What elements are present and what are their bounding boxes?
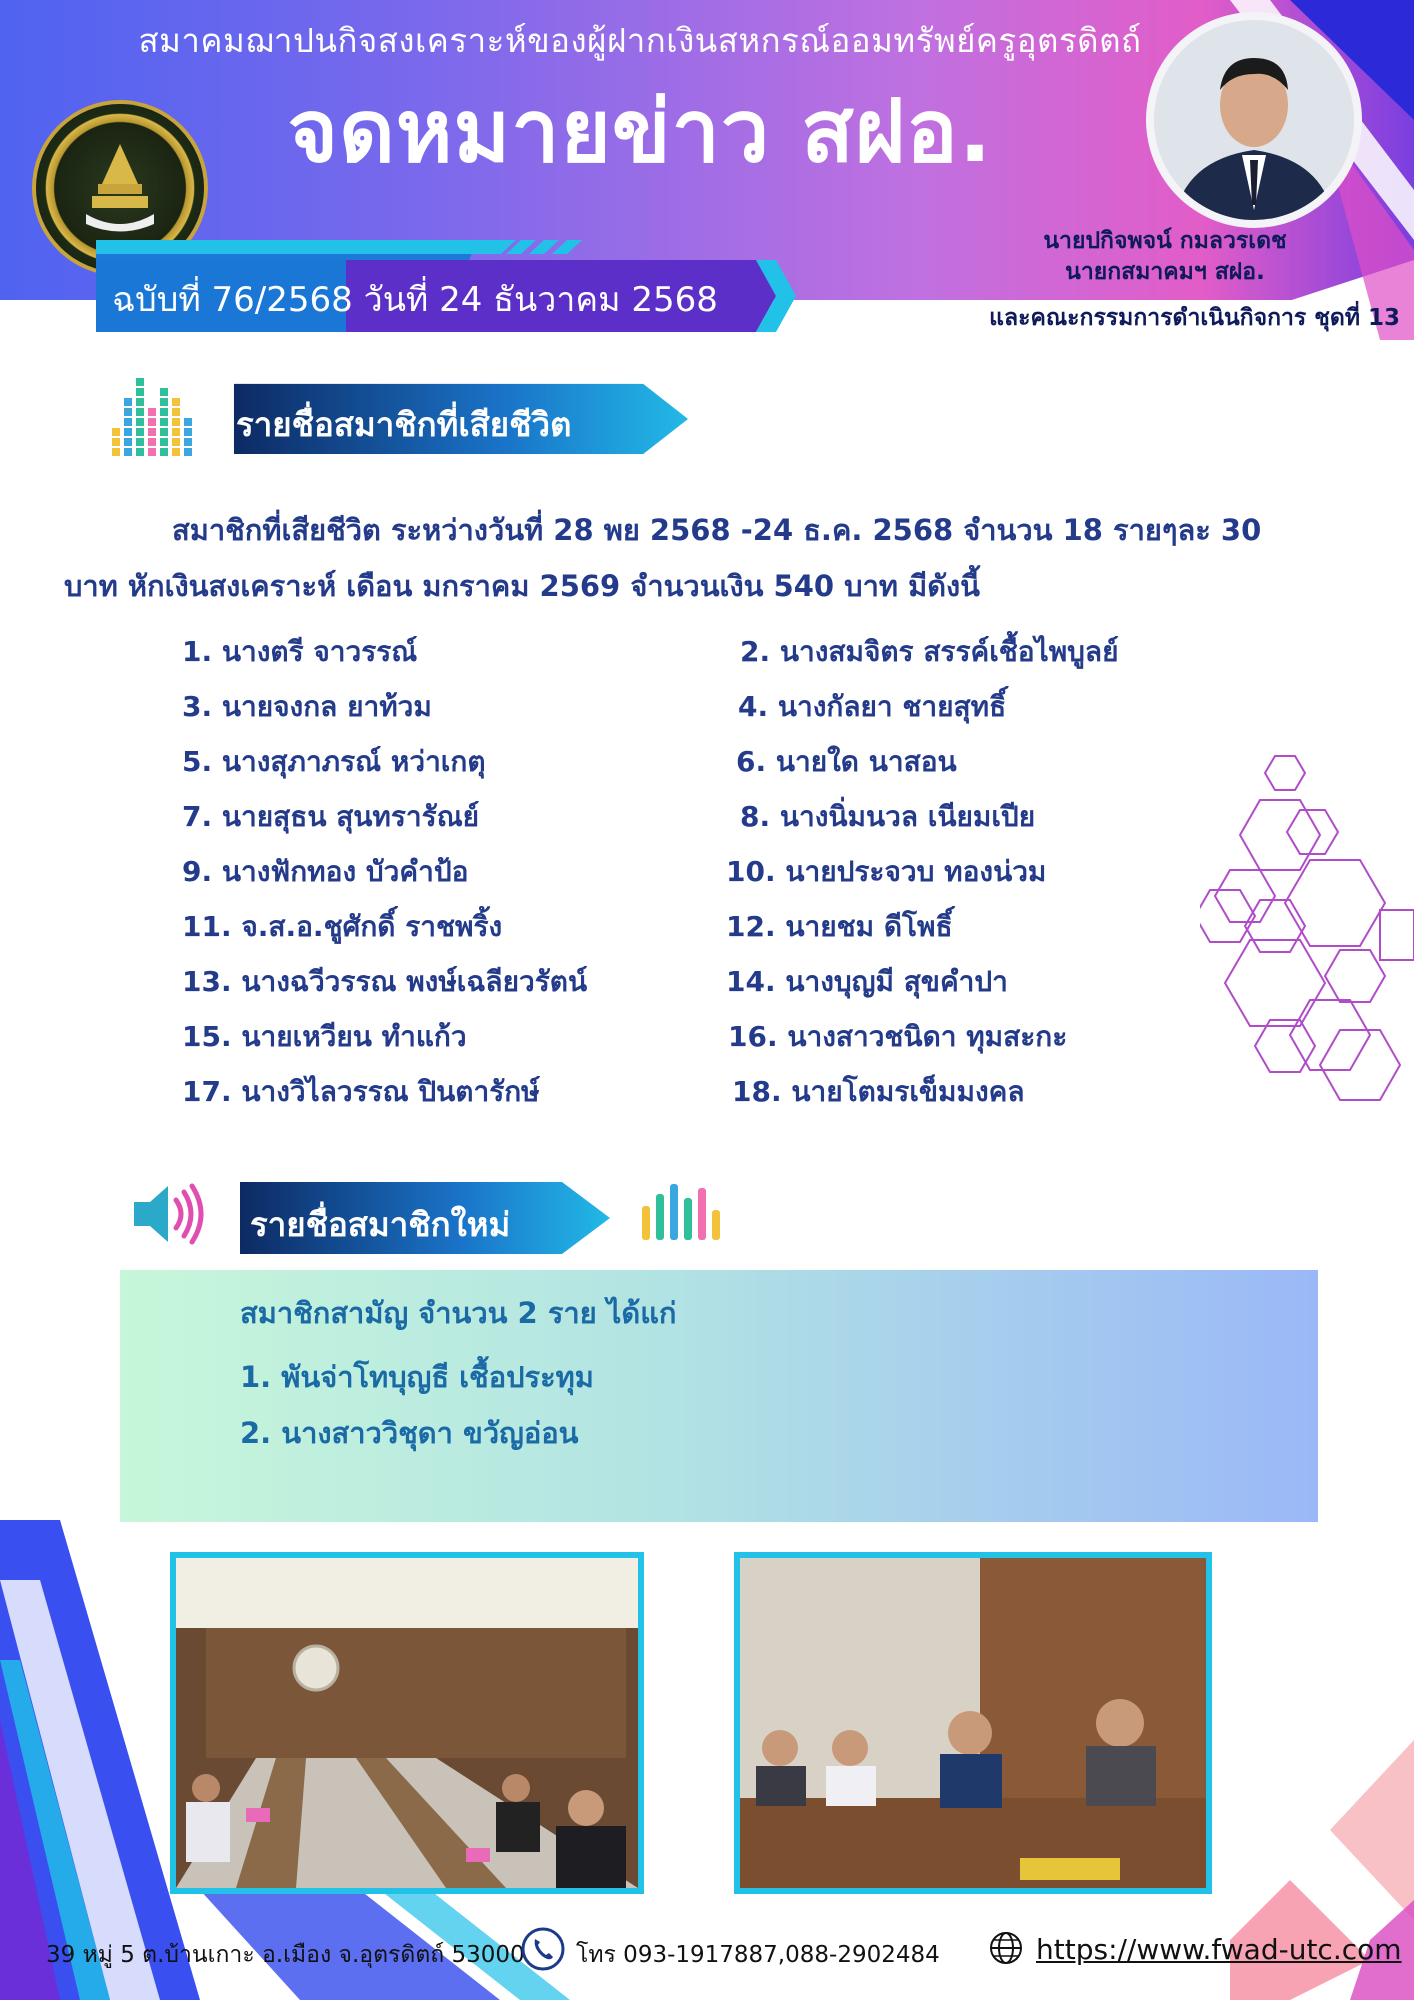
meeting-photo-2 [734,1552,1212,1894]
president-portrait [1154,20,1354,220]
list-item: 16. นางสาวชนิดา ทุมสะกะ [728,1020,1068,1053]
list-item: 11. จ.ส.อ.ชูศักดิ์ ราชพริ้ง [182,910,503,943]
new-members-heading: รายชื่อสมาชิกใหม่ [250,1205,511,1244]
footer-address: 39 หมู่ 5 ต.บ้านเกาะ อ.เมือง จ.อุตรดิตถ์ 53000 [46,1942,525,1968]
list-item: 14. นางบุญมี สุขคำปา [726,965,1008,998]
president-photo [1154,20,1354,220]
list-item: 12. นายชม ดีโพธิ์ [726,910,953,943]
new-members-summary: สมาชิกสามัญ จำนวน 2 ราย ได้แก่ [240,1296,677,1330]
list-item: 5. นางสุภาภรณ์ หว่าเกตุ [182,745,486,778]
footer-website-link[interactable] [1036,1933,1402,1966]
intro-line-2: บาท หักเงินสงเคราะห์ เดือน มกราคม 2569 จำนวนเงิน 540 บาท มีดังนี้ [64,569,981,603]
list-item: 6. นายใด นาสอน [736,745,957,778]
list-item: 2. นางสมจิตร สรรค์เชื้อไพบูลย์ [740,635,1119,668]
bar-chart-icon [642,1184,726,1240]
list-item: 3. นายจงกล ยาท้วม [182,690,432,723]
temple-emblem-icon [80,144,160,232]
list-item: 8. นางนิ่มนวล เนียมเปีย [740,800,1036,833]
list-item: 2. นางสาววิชุดา ขวัญอ่อน [240,1416,579,1450]
committee-line: และคณะกรรมการดำเนินกิจการ ชุดที่ 13 [989,305,1400,331]
president-info [940,226,1390,288]
meeting-room-image [176,1558,638,1888]
footer-phone: โทร 093-1917887,088-2902484 [576,1942,940,1968]
hexagon-decoration [1200,750,1414,1110]
list-item: 18. นายโตมรเข็มมงคล [732,1075,1025,1108]
list-item: 9. นางฟักทอง บัวคำป้อ [182,855,469,888]
president-name: นายปกิจพจน์ กมลวรเดช [1043,228,1287,254]
list-item: 4. นางกัลยา ชายสุทธิ์ [738,690,1007,723]
website-url[interactable]: https://www.fwad-utc.com [1036,1933,1402,1966]
issue-date: ฉบับที่ 76/2568 วันที่ 24 ธันวาคม 2568 [112,280,718,320]
president-title: นายกสมาคมฯ สฝอ. [1065,259,1265,285]
meeting-photo-1 [170,1552,644,1894]
list-item: 10. นายประจวบ ทองน่วม [726,855,1047,888]
equalizer-icon [112,376,196,460]
newsletter-title: จดหมายข่าว สฝอ. [287,82,993,182]
deceased-intro [64,502,1364,614]
list-item: 1. นางตรี จาวรรณ์ [182,635,418,668]
list-item: 7. นายสุธน สุนทรารัณย์ [182,800,480,833]
list-item: 13. นางฉวีวรรณ พงษ์เฉลียวรัตน์ [182,965,588,998]
phone-icon [520,1926,566,1972]
association-name: สมาคมฌาปนกิจสงเคราะห์ของผู้ฝากเงินสหกรณ์ออมทรัพย์ครูอุตรดิตถ์ [138,21,1142,60]
intro-line-1: สมาชิกที่เสียชีวิต ระหว่างวันที่ 28 พย 2568 -24 ธ.ค. 2568 จำนวน 18 รายๆละ 30 [172,513,1262,547]
deceased-heading: รายชื่อสมาชิกที่เสียชีวิต [236,405,572,444]
list-item: 1. พันจ่าโทบุญธี เชื้อประทุม [240,1360,594,1394]
list-item: 15. นายเหวียน ทำแก้ว [182,1020,467,1053]
speaker-icon [134,1182,208,1246]
list-item: 17. นางวิไลวรรณ ปินตารักษ์ [182,1075,540,1108]
meeting-participants-image [740,1558,1206,1888]
globe-icon [988,1930,1024,1966]
